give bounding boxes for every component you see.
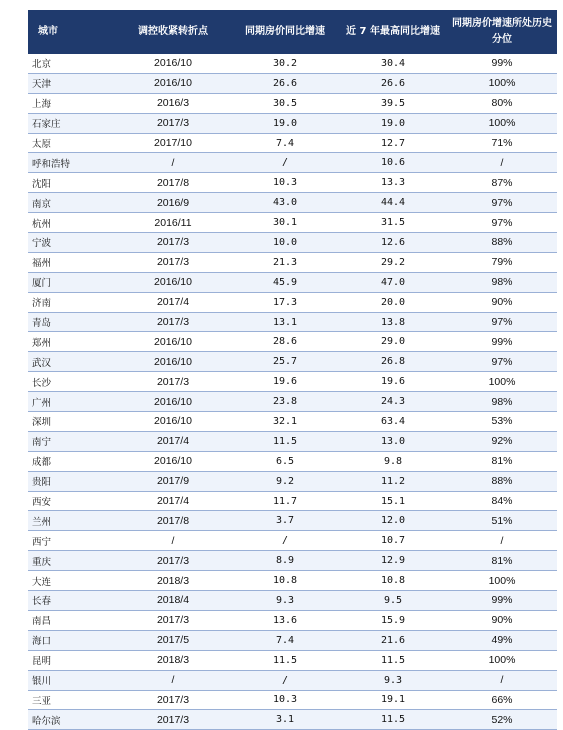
- cell-city: 呼和浩特: [28, 153, 115, 173]
- table-row: [28, 73, 557, 93]
- cell-city: 宁波: [28, 233, 115, 253]
- cell-city: 北京: [28, 54, 115, 73]
- cell-yoy-growth: 3.1: [231, 710, 339, 730]
- table-row: [28, 610, 557, 630]
- cell-yoy-growth: 25.7: [231, 352, 339, 372]
- header-tightening-point: 调控收紧转折点: [115, 10, 231, 54]
- cell-city: 昆明: [28, 650, 115, 670]
- cell-max-growth-7y: 10.7: [339, 531, 447, 551]
- cell-city: 青岛: [28, 312, 115, 332]
- cell-historical-percentile: 100%: [447, 73, 557, 93]
- cell-city: 贵阳: [28, 471, 115, 491]
- cell-max-growth-7y: 13.3: [339, 173, 447, 193]
- cell-tightening-point: 2017/9: [115, 471, 231, 491]
- cell-yoy-growth: 7.4: [231, 133, 339, 153]
- table-row: [28, 332, 557, 352]
- cell-tightening-point: 2018/3: [115, 650, 231, 670]
- cell-tightening-point: 2016/3: [115, 93, 231, 113]
- cell-tightening-point: 2016/10: [115, 272, 231, 292]
- cell-historical-percentile: /: [447, 531, 557, 551]
- cell-max-growth-7y: 39.5: [339, 93, 447, 113]
- cell-max-growth-7y: 44.4: [339, 193, 447, 213]
- cell-max-growth-7y: 10.8: [339, 571, 447, 591]
- cell-historical-percentile: 97%: [447, 352, 557, 372]
- table-body: [28, 54, 557, 730]
- cell-tightening-point: 2017/3: [115, 610, 231, 630]
- cell-max-growth-7y: 29.2: [339, 252, 447, 272]
- cell-yoy-growth: 10.0: [231, 233, 339, 253]
- cell-tightening-point: 2017/3: [115, 372, 231, 392]
- cell-tightening-point: 2017/10: [115, 133, 231, 153]
- cell-tightening-point: 2017/5: [115, 630, 231, 650]
- cell-city: 广州: [28, 392, 115, 412]
- cell-max-growth-7y: 19.0: [339, 113, 447, 133]
- cell-historical-percentile: 100%: [447, 113, 557, 133]
- cell-tightening-point: 2016/10: [115, 451, 231, 471]
- cell-max-growth-7y: 31.5: [339, 213, 447, 233]
- cell-city: 西安: [28, 491, 115, 511]
- cell-yoy-growth: /: [231, 531, 339, 551]
- cell-historical-percentile: 52%: [447, 710, 557, 730]
- cell-max-growth-7y: 11.5: [339, 710, 447, 730]
- table-row: [28, 591, 557, 611]
- cell-max-growth-7y: 9.5: [339, 591, 447, 611]
- table-row: [28, 511, 557, 531]
- cell-tightening-point: 2018/3: [115, 571, 231, 591]
- cell-yoy-growth: 19.6: [231, 372, 339, 392]
- data-table-container: [28, 10, 557, 730]
- table-row: [28, 272, 557, 292]
- cell-city: 上海: [28, 93, 115, 113]
- cell-yoy-growth: 30.2: [231, 54, 339, 73]
- cell-city: 海口: [28, 630, 115, 650]
- table-row: [28, 491, 557, 511]
- cell-tightening-point: 2017/4: [115, 292, 231, 312]
- cell-city: 西宁: [28, 531, 115, 551]
- table-row: [28, 173, 557, 193]
- cell-city: 厦门: [28, 272, 115, 292]
- cell-max-growth-7y: 12.0: [339, 511, 447, 531]
- cell-tightening-point: 2016/10: [115, 73, 231, 93]
- cell-yoy-growth: 21.3: [231, 252, 339, 272]
- header-yoy-growth: 同期房价同比增速: [231, 10, 339, 54]
- table-row: [28, 412, 557, 432]
- cell-max-growth-7y: 63.4: [339, 412, 447, 432]
- cell-yoy-growth: 11.7: [231, 491, 339, 511]
- cell-tightening-point: 2016/10: [115, 332, 231, 352]
- table-row: [28, 352, 557, 372]
- header-max-growth-7y: 近 7 年最高同比增速: [339, 10, 447, 54]
- cell-tightening-point: 2016/10: [115, 412, 231, 432]
- table-row: [28, 471, 557, 491]
- cell-historical-percentile: 99%: [447, 54, 557, 73]
- table-row: [28, 54, 557, 73]
- cell-historical-percentile: 49%: [447, 630, 557, 650]
- table-row: [28, 630, 557, 650]
- cell-yoy-growth: 3.7: [231, 511, 339, 531]
- table-row: [28, 551, 557, 571]
- cell-tightening-point: 2017/8: [115, 173, 231, 193]
- table-row: [28, 710, 557, 730]
- cell-tightening-point: 2017/3: [115, 252, 231, 272]
- cell-tightening-point: 2017/3: [115, 551, 231, 571]
- cell-city: 南宁: [28, 431, 115, 451]
- cell-yoy-growth: 30.5: [231, 93, 339, 113]
- cell-historical-percentile: 84%: [447, 491, 557, 511]
- cell-historical-percentile: 66%: [447, 690, 557, 710]
- header-city: 城市: [28, 10, 115, 54]
- cell-max-growth-7y: 11.5: [339, 650, 447, 670]
- cell-tightening-point: 2017/3: [115, 113, 231, 133]
- cell-max-growth-7y: 19.6: [339, 372, 447, 392]
- cell-historical-percentile: 88%: [447, 233, 557, 253]
- cell-historical-percentile: 90%: [447, 292, 557, 312]
- cell-yoy-growth: 32.1: [231, 412, 339, 432]
- cell-max-growth-7y: 47.0: [339, 272, 447, 292]
- cell-city: 福州: [28, 252, 115, 272]
- cell-max-growth-7y: 15.1: [339, 491, 447, 511]
- cell-max-growth-7y: 9.3: [339, 670, 447, 690]
- cell-yoy-growth: 13.6: [231, 610, 339, 630]
- cell-yoy-growth: 9.3: [231, 591, 339, 611]
- table-row: [28, 252, 557, 272]
- cell-max-growth-7y: 10.6: [339, 153, 447, 173]
- cell-tightening-point: 2016/10: [115, 54, 231, 73]
- cell-city: 成都: [28, 451, 115, 471]
- cell-city: 太原: [28, 133, 115, 153]
- cell-city: 重庆: [28, 551, 115, 571]
- cell-city: 深圳: [28, 412, 115, 432]
- cell-max-growth-7y: 13.0: [339, 431, 447, 451]
- cell-tightening-point: /: [115, 153, 231, 173]
- table-row: [28, 431, 557, 451]
- cell-max-growth-7y: 21.6: [339, 630, 447, 650]
- cell-city: 武汉: [28, 352, 115, 372]
- table-row: [28, 113, 557, 133]
- cell-yoy-growth: 13.1: [231, 312, 339, 332]
- cell-city: 兰州: [28, 511, 115, 531]
- cell-historical-percentile: 81%: [447, 551, 557, 571]
- cell-yoy-growth: 11.5: [231, 431, 339, 451]
- cell-historical-percentile: 97%: [447, 312, 557, 332]
- cell-max-growth-7y: 19.1: [339, 690, 447, 710]
- cell-max-growth-7y: 12.7: [339, 133, 447, 153]
- cell-historical-percentile: /: [447, 670, 557, 690]
- cell-yoy-growth: 45.9: [231, 272, 339, 292]
- table-row: [28, 392, 557, 412]
- city-housing-price-table: [28, 10, 557, 730]
- cell-historical-percentile: 100%: [447, 571, 557, 591]
- cell-historical-percentile: 99%: [447, 332, 557, 352]
- cell-city: 南京: [28, 193, 115, 213]
- cell-city: 南昌: [28, 610, 115, 630]
- table-row: [28, 372, 557, 392]
- table-header: [28, 10, 557, 54]
- table-row: [28, 571, 557, 591]
- cell-historical-percentile: 98%: [447, 272, 557, 292]
- cell-yoy-growth: 7.4: [231, 630, 339, 650]
- cell-historical-percentile: 97%: [447, 193, 557, 213]
- cell-tightening-point: 2016/9: [115, 193, 231, 213]
- cell-max-growth-7y: 29.0: [339, 332, 447, 352]
- cell-tightening-point: 2016/10: [115, 392, 231, 412]
- cell-tightening-point: 2016/10: [115, 352, 231, 372]
- cell-city: 大连: [28, 571, 115, 591]
- cell-max-growth-7y: 13.8: [339, 312, 447, 332]
- cell-tightening-point: 2017/4: [115, 491, 231, 511]
- cell-city: 杭州: [28, 213, 115, 233]
- cell-city: 三亚: [28, 690, 115, 710]
- table-row: [28, 213, 557, 233]
- cell-historical-percentile: 100%: [447, 650, 557, 670]
- cell-yoy-growth: /: [231, 153, 339, 173]
- cell-tightening-point: 2017/3: [115, 233, 231, 253]
- cell-yoy-growth: 10.3: [231, 690, 339, 710]
- cell-yoy-growth: 23.8: [231, 392, 339, 412]
- table-row: [28, 292, 557, 312]
- cell-max-growth-7y: 26.8: [339, 352, 447, 372]
- cell-max-growth-7y: 9.8: [339, 451, 447, 471]
- cell-historical-percentile: /: [447, 153, 557, 173]
- cell-city: 石家庄: [28, 113, 115, 133]
- cell-historical-percentile: 100%: [447, 372, 557, 392]
- table-row: [28, 650, 557, 670]
- cell-historical-percentile: 81%: [447, 451, 557, 471]
- cell-historical-percentile: 88%: [447, 471, 557, 491]
- header-historical-percentile: 同期房价增速所处历史分位: [447, 10, 557, 54]
- cell-historical-percentile: 92%: [447, 431, 557, 451]
- cell-max-growth-7y: 30.4: [339, 54, 447, 73]
- cell-city: 郑州: [28, 332, 115, 352]
- cell-yoy-growth: 43.0: [231, 193, 339, 213]
- cell-yoy-growth: 28.6: [231, 332, 339, 352]
- cell-city: 沈阳: [28, 173, 115, 193]
- cell-tightening-point: 2017/4: [115, 431, 231, 451]
- cell-historical-percentile: 97%: [447, 213, 557, 233]
- cell-tightening-point: 2017/3: [115, 312, 231, 332]
- cell-yoy-growth: 10.8: [231, 571, 339, 591]
- cell-tightening-point: 2018/4: [115, 591, 231, 611]
- table-row: [28, 193, 557, 213]
- cell-yoy-growth: /: [231, 670, 339, 690]
- table-row: [28, 233, 557, 253]
- cell-max-growth-7y: 12.9: [339, 551, 447, 571]
- cell-yoy-growth: 11.5: [231, 650, 339, 670]
- cell-max-growth-7y: 20.0: [339, 292, 447, 312]
- table-row: [28, 451, 557, 471]
- cell-historical-percentile: 80%: [447, 93, 557, 113]
- cell-tightening-point: 2016/11: [115, 213, 231, 233]
- cell-historical-percentile: 53%: [447, 412, 557, 432]
- cell-city: 长春: [28, 591, 115, 611]
- header-row: [28, 10, 557, 54]
- cell-tightening-point: 2017/3: [115, 710, 231, 730]
- cell-city: 长沙: [28, 372, 115, 392]
- cell-yoy-growth: 6.5: [231, 451, 339, 471]
- cell-max-growth-7y: 11.2: [339, 471, 447, 491]
- cell-yoy-growth: 17.3: [231, 292, 339, 312]
- table-row: [28, 93, 557, 113]
- cell-tightening-point: 2017/8: [115, 511, 231, 531]
- cell-max-growth-7y: 12.6: [339, 233, 447, 253]
- table-row: [28, 531, 557, 551]
- cell-max-growth-7y: 24.3: [339, 392, 447, 412]
- cell-historical-percentile: 51%: [447, 511, 557, 531]
- cell-city: 济南: [28, 292, 115, 312]
- cell-yoy-growth: 8.9: [231, 551, 339, 571]
- cell-historical-percentile: 90%: [447, 610, 557, 630]
- cell-tightening-point: /: [115, 531, 231, 551]
- table-row: [28, 133, 557, 153]
- cell-historical-percentile: 87%: [447, 173, 557, 193]
- cell-tightening-point: 2017/3: [115, 690, 231, 710]
- cell-yoy-growth: 30.1: [231, 213, 339, 233]
- cell-historical-percentile: 71%: [447, 133, 557, 153]
- table-row: [28, 312, 557, 332]
- cell-city: 天津: [28, 73, 115, 93]
- cell-tightening-point: /: [115, 670, 231, 690]
- cell-historical-percentile: 98%: [447, 392, 557, 412]
- cell-yoy-growth: 10.3: [231, 173, 339, 193]
- cell-yoy-growth: 19.0: [231, 113, 339, 133]
- cell-max-growth-7y: 15.9: [339, 610, 447, 630]
- cell-historical-percentile: 79%: [447, 252, 557, 272]
- cell-city: 银川: [28, 670, 115, 690]
- cell-city: 哈尔滨: [28, 710, 115, 730]
- cell-yoy-growth: 26.6: [231, 73, 339, 93]
- cell-max-growth-7y: 26.6: [339, 73, 447, 93]
- cell-yoy-growth: 9.2: [231, 471, 339, 491]
- table-row: [28, 670, 557, 690]
- table-row: [28, 690, 557, 710]
- table-row: [28, 153, 557, 173]
- cell-historical-percentile: 99%: [447, 591, 557, 611]
